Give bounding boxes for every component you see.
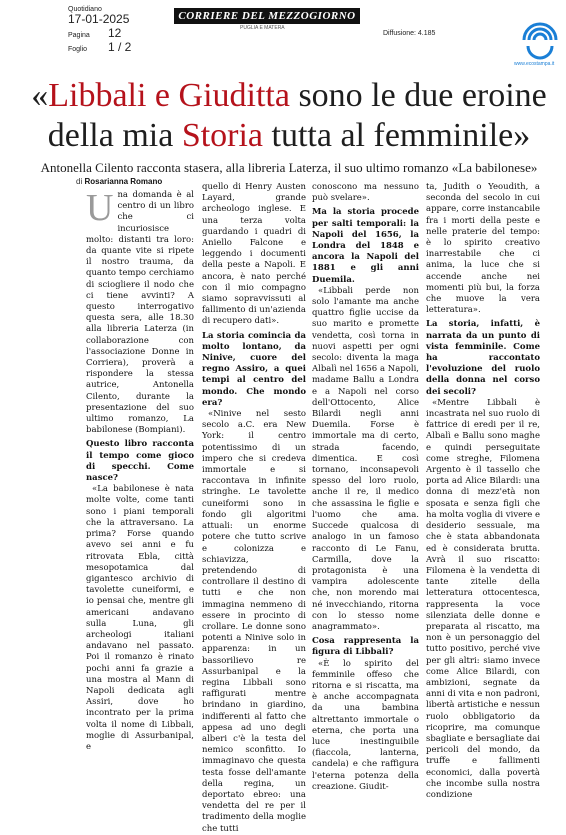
pagina-value: 12: [108, 26, 122, 40]
interview-question: La storia, infatti, è narrata da un punto di vista femminile. Come ha raccontato l'evoluzione del ruolo della donna nel corso dei secoli?: [426, 319, 540, 397]
headline-highlight: Storia: [181, 117, 264, 154]
interview-question: Questo libro racconta il tempo come gioco di specchi. Come nasce?: [86, 439, 194, 484]
article-paragraph: «È lo spirito del femminile offeso che ritorna e si riscatta, ma è anche accompagnata da una bambina altrettanto immortale o eterna, che porta una luce inestinguibile (fiaccola, lanterna, candela) e che raffigura l'eterna potenza della creazione. Giudit-: [312, 658, 419, 792]
article-paragraph: «La babilonese è nata molte volte, come tanti sono i piani temporali che la attraversano. La prima? Forse quando avevo sei anni e fu ritrovata Ebla, città mesopotamica dal gigantesco archivio di tavolette cuneiformi, e io pensai che, mentre gli americani andavano sulla Luna, gli archeologi italiani andavano nel passato. Poi il romanzo è rinato pochi anni fa grazie a una mostra al Mann di Napoli dedicata agli Assiri, dove ho incontrato per la prima volta il nome di Libbali, moglie di Assurbanipal, e: [86, 484, 194, 752]
byline: [76, 177, 162, 186]
pagina-label: Pagina: [68, 32, 90, 39]
publication-date: 17-01-2025: [68, 12, 130, 26]
headline-part: della mia: [47, 117, 182, 154]
article-paragraph: «Mentre Libbali è incastrata nel suo ruolo di fattrice di eredi per il re, Albalì e Ballu sono maghe e quindi perseguitate come streghe, Filomena Argento è il tassello che porta ad Alice Bilardi: una donna di mezz'età non sposata e senza figli che ha molta voglia di vivere e desiderio sessuale, ma che è stata abbandonata ed è considerata brutta. Avrà il suo riscatto: Filomena è la vendetta di tante zitelle della letteratura ottocentesca, rappresenta la voce silenziata delle donne e preparata al riscatto, ma non è un personaggio del tutto positivo, perché vive per gli altri: siamo invece come Alice Bilardi, con ambizioni, segnate da anni di vita e non padroni, libertà artistiche e nessun ruolo obbligatorio da ricoprire, ma comunque sbagliate e bersagliate dai pericoli del mondo, da truffe e fallimenti economici, dalla povertà che incombe sulla nostra condizione: [426, 397, 540, 800]
foglio-value: 1 / 2: [108, 40, 132, 54]
foglio-label: Foglio: [68, 46, 88, 53]
newspaper-masthead: [174, 8, 360, 24]
article-column-3: [312, 182, 419, 792]
masthead-subtitle: PUGLIA E MATERA: [240, 25, 285, 31]
circulation-label: Diffusione: 4.185: [383, 30, 436, 37]
masthead-title: CORRIERE DEL MEZZOGIORNO: [178, 10, 356, 22]
byline-prefix: di: [76, 177, 83, 186]
article-paragraph: «Libbali perde non solo l'amante ma anche quattro figlie uccise da suo marito e promette vendetta, così torna in nuovi aspetti per ogni secolo: diventa la maga Albalì nel 1656 a Napoli, madame Ballu a Londra e a Napoli nel corso dell'Ottocento, Alice Bilardi negli anni Duemila. Forse è immortale ma di certo, strada facendo, dimentica. E così tornano, inconsapevoli spesso del loro ruolo, anche il re, il medico che assassina le figlie e l'uomo che ama. Succede qualcosa di analogo in un famoso racconto di Le Fanu, Carmilla, dove la protagonista è una vampira adolescente che, non morendo mai né invecchiando, ritorna con lo stesso nome anagrammato».: [312, 285, 419, 632]
interview-question: Ma la storia procede per salti temporali: la Napoli del 1656, la Londra del 1848 e ancora la Napoli del 1881 e gli anni Duemila.: [312, 207, 419, 285]
headline-part: sono le due eroine: [289, 77, 547, 114]
headline-part: tutta al femminile»: [263, 117, 531, 154]
document-meta: [68, 6, 131, 54]
quotidiano-label: Quotidiano: [68, 6, 102, 13]
headline-highlight: Libbali e Giuditta: [48, 77, 290, 114]
interview-question: Cosa rappresenta la figura di Libbali?: [312, 636, 419, 658]
article-paragraph: ta, Judith o Yeoudith, a seconda del secolo in cui appare, corre instancabile fra i morti della peste e nelle praterie del tempo: è lo spirito creativo inarrestabile che ci anima, la luce che si accende anche nei momenti più bui, la forza che muove la vera letteratura».: [426, 182, 540, 316]
article-headline: [24, 76, 554, 156]
article-paragraph: quello di Henry Austen Layard, grande archeologo inglese. E una terza volta guardando i quadri di Aniello Falcone e leggendo i documenti della peste a Napoli. E ancora, è nato perché con il mio compagno siamo sopravvissuti al fallimento di un'azienda di recupero dati».: [202, 182, 306, 327]
ecostampa-logo-icon: [520, 14, 560, 58]
interview-question: La storia comincia da molto lontano, da Ninive, cuore del regno Assiro, a quei tempi al centro del mondo. Che mondo era?: [202, 330, 306, 408]
article-column-1: [86, 187, 194, 752]
article-column-2: [202, 182, 306, 834]
drop-cap: U: [86, 187, 114, 229]
article-paragraph: «Ninive nel sesto secolo a.C. era New York: il centro potentissimo di un impero che si credeva immortale e si raccontava in infinite stringhe. Le tavolette cuneiformi sono in fondo gli algoritmi attuali: un enorme potere che tutto scrive e colonizza e schiavizza, pretendendo di controllare il destino di tutti e che non immagina nemmeno di essere in procinto di crollare. Le donne sono potenti a Ninive solo in apparenza: in un bassorilievo re Assurbanipal e la regina Libbali sono raffigurati mentre brindano in giardino, indifferenti al fatto che appesa ad uno degli alberi c'è la testa del nemico sconfitto. Io immaginavo che questa testa fosse dell'amante della regina, un deportato ebreo: una vendetta del re per il tradimento della moglie che tutti: [202, 409, 306, 834]
article-column-4: [426, 182, 540, 800]
article-paragraph: na domanda è al centro di un libro che ci incuriosisce molto: distanti tra loro: da quante vite si ripete il nostro trauma, da quanto tempo cerchiamo di sciogliere il nodo che ci tiene avvinti? A questo interrogativo questa sera, alle 18.30 alla libreria Laterza (in collaborazione con l'associazione Donne in Corriera), proverà a rispondere la stessa autrice, Antonella Cilento, durante la presentazione del suo ultimo romanzo, La babilonese (Bompiani).: [86, 190, 194, 436]
byline-author: Rosarianna Romano: [84, 177, 163, 186]
ecostampa-url: www.ecostampa.it: [514, 61, 555, 67]
article-paragraph: conoscono ma nessuno può svelare».: [312, 182, 419, 204]
article-subhead: Antonella Cilento racconta stasera, alla libreria Laterza, il suo ultimo romanzo «La babilonese»: [40, 160, 538, 175]
headline-part: «: [31, 77, 49, 114]
